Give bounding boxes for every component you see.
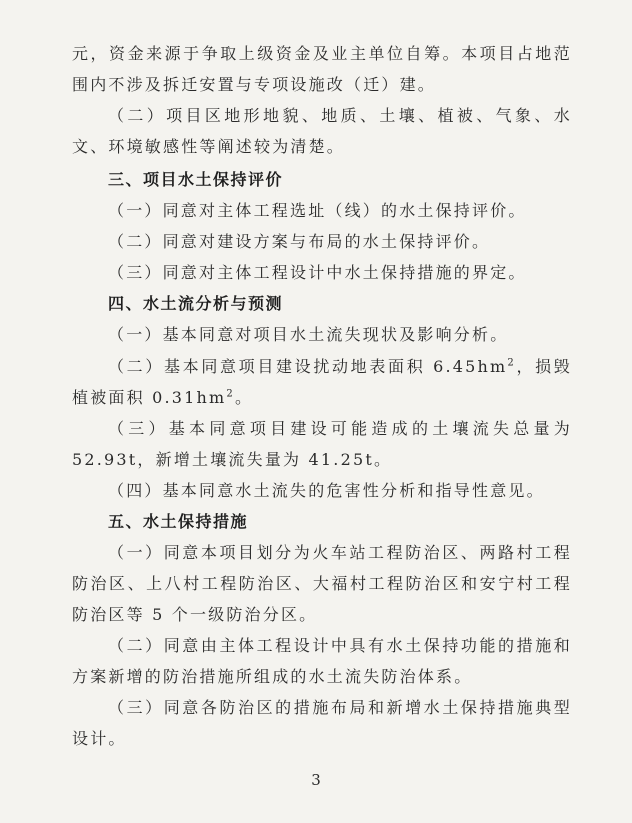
page-number: 3 — [311, 771, 321, 789]
paragraph-typical-design: （三）同意各防治区的措施布局和新增水土保持措施典型设计。 — [72, 698, 572, 748]
section-heading-evaluation: 三、项目水土保持评价 — [108, 170, 284, 189]
paragraph-hazard-analysis: （四）基本同意水土流失的危害性分析和指导性意见。 — [108, 481, 545, 500]
section-heading-measures: 五、水土保持措施 — [108, 512, 249, 531]
paragraph-prevention-system: （二）同意由主体工程设计中具有水土保持功能的措施和方案新增的防治措施所组成的水土流失防治体系。 — [72, 636, 572, 686]
paragraph-disturbed-area: （二）基本同意项目建设扰动地表面积 $6.45hm^2$，损毁植被面积 $0.31hm^2$。 — [72, 357, 572, 407]
paragraph-soil-loss: （三）基本同意项目建设可能造成的土壤流失总量为 52.93t，新增土壤流失量为 41.25t。 — [72, 419, 572, 469]
paragraph-erosion-status: （一）基本同意对项目水土流失现状及影响分析。 — [108, 325, 509, 344]
paragraph-construction-plan: （二）同意对建设方案与布局的水土保持评价。 — [108, 232, 491, 251]
paragraph-terrain-description: （二）项目区地形地貌、地质、土壤、植被、气象、水文、环境敏感性等阐述较为清楚。 — [72, 106, 572, 156]
paragraph-zoning: （一）同意本项目划分为火车站工程防治区、两路村工程防治区、上八村工程防治区、大福村工程防治区和安宁村工程防治区等 5 个一级防治分区。 — [72, 543, 572, 624]
paragraph-site-selection: （一）同意对主体工程选址（线）的水土保持评价。 — [108, 201, 527, 220]
section-heading-analysis: 四、水土流分析与预测 — [108, 294, 284, 313]
paragraph-funding-source: 元，资金来源于争取上级资金及业主单位自筹。本项目占地范围内不涉及拆迁安置与专项设施改（迁）建。 — [72, 44, 572, 94]
paragraph-measures-definition: （三）同意对主体工程设计中水土保持措施的界定。 — [108, 263, 527, 282]
